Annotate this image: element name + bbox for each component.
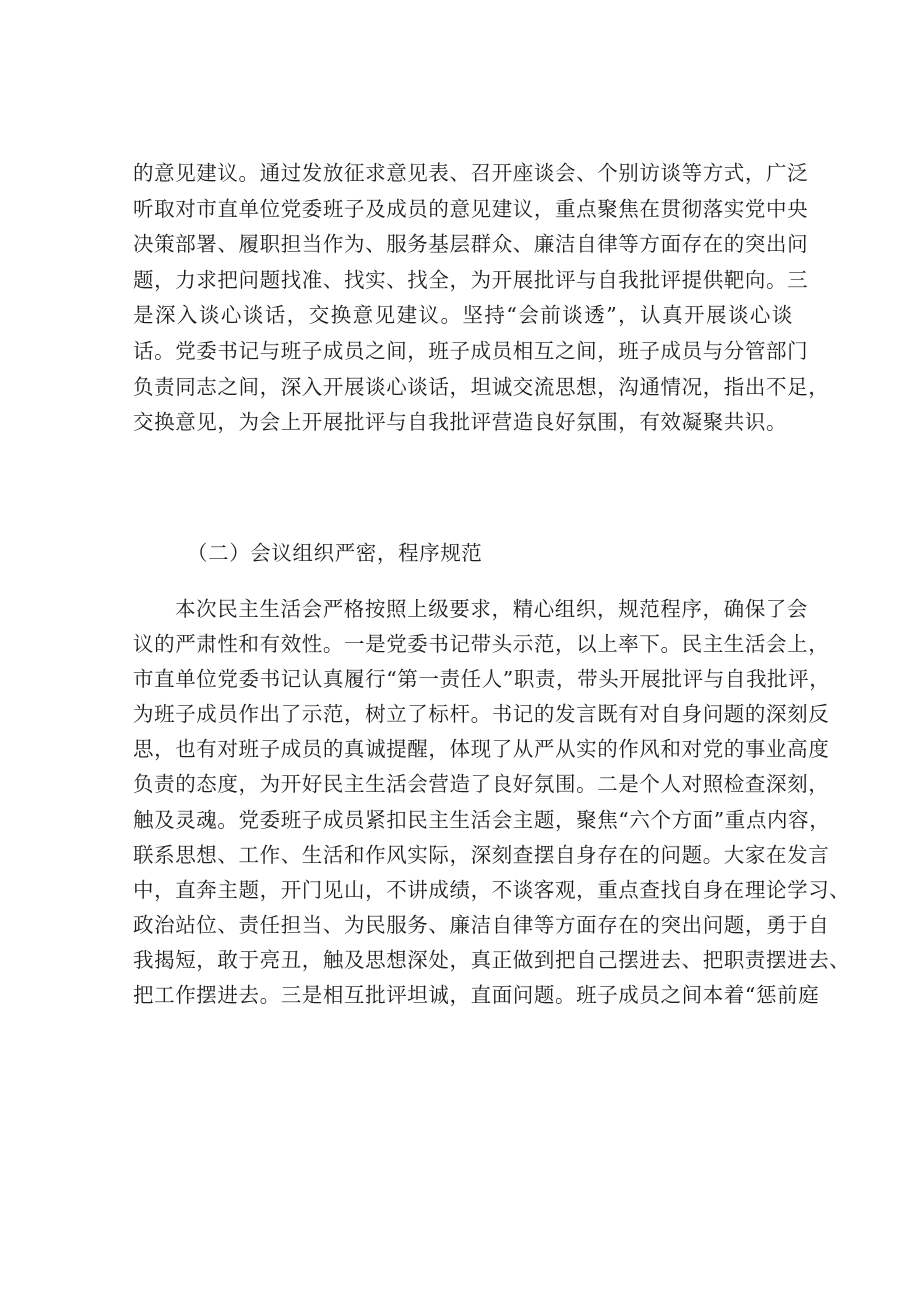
text-line: 负责的态度，为开好民主生活会营造了良好氛围。二是个人对照检查深刻，	[133, 772, 830, 797]
text-line: 话。党委书记与班子成员之间，班子成员相互之间，班子成员与分管部门	[133, 338, 809, 363]
text-line: 市直单位党委书记认真履行“第一责任人”职责，带头开展批评与自我批评，	[133, 667, 831, 692]
text-line: 是深入谈心谈话，交换意见建议。坚持“会前谈透”，认真开展谈心谈	[133, 303, 793, 328]
body-paragraph-2	[133, 592, 851, 1013]
text-line: 思，也有对班子成员的真诚提醒，体现了从严从实的作风和对党的事业高度	[133, 737, 830, 762]
text-line: 中，直奔主题，开门见山，不讲成绩，不谈客观，重点查找自身在理论学习、	[133, 877, 851, 902]
text-line: 政治站位、责任担当、为民服务、廉洁自律等方面存在的突出问题，勇于自	[133, 912, 830, 937]
text-line: 本次民主生活会严格按照上级要求，精心组织，规范程序，确保了会	[175, 597, 808, 621]
text-line: 为班子成员作出了示范，树立了标杆。书记的发言既有对自身问题的深刻反	[133, 702, 830, 727]
text-line: 题，力求把问题找准、找实、找全，为开展批评与自我批评提供靶向。三	[133, 267, 809, 292]
text-line: 听取对市直单位党委班子及成员的意见建议，重点聚焦在贯彻落实党中央	[133, 196, 809, 221]
text-line: 把工作摆进去。三是相互批评坦诚，直面问题。班子成员之间本着“惩前庭	[133, 983, 820, 1008]
text-line: 负责同志之间，深入开展谈心谈话，坦诚交流思想，沟通情况，指出不足，	[133, 374, 830, 399]
section-heading: （二）会议组织严密，程序规范	[187, 541, 483, 565]
text-line: 联系思想、工作、生活和作风实际，深刻查摆自身存在的问题。大家在发言	[133, 842, 830, 867]
text-line: 我揭短，敢于亮丑，触及思想深处，真正做到把自己摆进去、把职责摆进去、	[133, 947, 851, 972]
text-line: 决策部署、履职担当作为、服务基层群众、廉洁自律等方面存在的突出问	[133, 232, 809, 257]
text-line: 交换意见，为会上开展批评与自我批评营造良好氛围，有效凝聚共识。	[133, 410, 788, 435]
text-line: 议的严肃性和有效性。一是党委书记带头示范，以上率下。民主生活会上，	[133, 632, 830, 657]
body-paragraph-1	[133, 156, 830, 441]
text-line: 的意见建议。通过发放征求意见表、召开座谈会、个别访谈等方式，广泛	[133, 161, 809, 185]
text-line: 触及灵魂。党委班子成员紧扣民主生活会主题，聚焦“六个方面”重点内容，	[133, 807, 831, 832]
